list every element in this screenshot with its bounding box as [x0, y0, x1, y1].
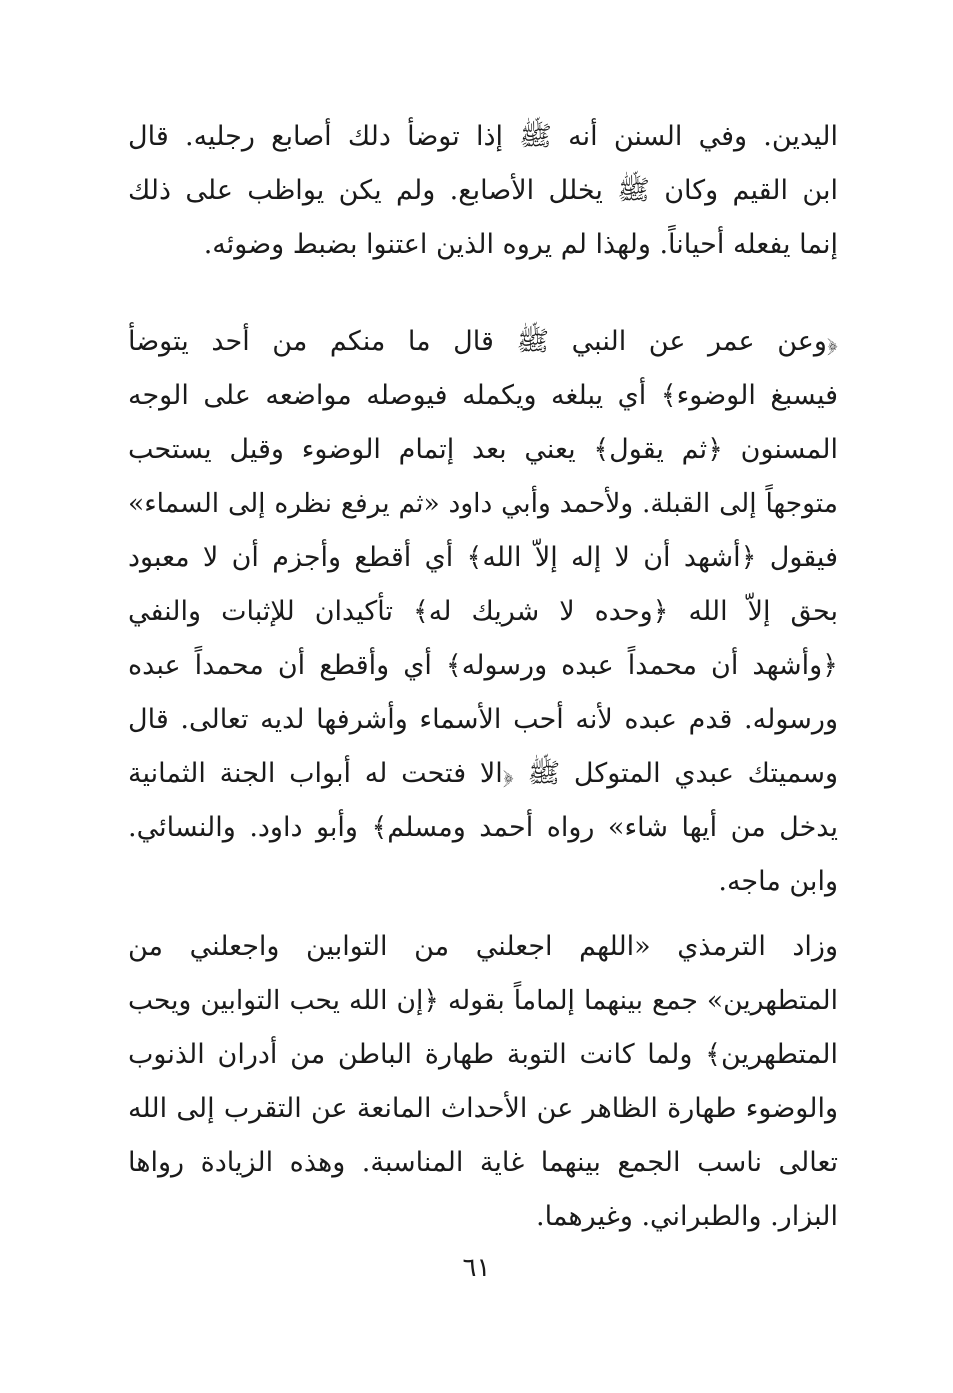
text-line: إنما يفعله أحياناً. ولهذا لم يروه الذين اعتنوا بضبط وضوئه.	[203, 229, 838, 260]
paragraph-2	[128, 315, 838, 909]
paragraph-3	[128, 920, 838, 1244]
text-line: المسنون ﴿ثم يقول﴾ يعني بعد إتمام الوضوء وقيل يستحب	[128, 434, 838, 465]
text-line: وسميتك عبدي المتوكل ﷺ ﴿الا فتحت له أبواب الجنة الثمانية	[128, 758, 838, 789]
text-line: بحق إلاّ الله ﴿وحده لا شريك له﴾ تأكيدان للإثبات والنفي	[128, 596, 838, 627]
text-line: يدخل من أيها شاء» رواه أحمد ومسلم﴾ وأبو داود. والنسائي.	[128, 812, 838, 843]
text-line: اليدين. وفي السنن أنه ﷺ إذا توضأ دلك أصابع رجليه. قال	[128, 121, 838, 152]
paragraph-1	[128, 110, 838, 272]
text-line: تعالى ناسب الجمع بينهما غاية المناسبة. وهذه الزيادة رواها	[128, 1147, 838, 1178]
text-line: فيسبغ الوضوء﴾ أي يبلغه ويكمله فيوصله مواضعه على الوجه	[128, 380, 838, 411]
text-line: ورسوله. قدم عبده لأنه أحب الأسماء وأشرفها لديه تعالى. قال	[128, 704, 838, 735]
text-line: المتطهرين» جمع بينهما إلماماً بقوله ﴿إن الله يحب التوابين ويحب	[128, 985, 838, 1016]
text-line: المتطهرين﴾ ولما كانت التوبة طهارة الباطن من أدران الذنوب	[128, 1039, 838, 1070]
text-line: وزاد الترمذي «اللهم اجعلني من التوابين واجعلني من	[128, 931, 838, 962]
text-line: ابن القيم وكان ﷺ يخلل الأصابع. ولم يكن يواظب على ذلك	[128, 175, 838, 206]
text-line: البزار. والطبراني. وغيرهما.	[536, 1201, 838, 1232]
text-line: فيقول ﴿أشهد أن لا إله إلاّ الله﴾ أي أقطع وأجزم أن لا معبود	[128, 542, 838, 573]
text-line: متوجهاً إلى القبلة. ولأحمد وأبي داود «ثم يرفع نظره إلى السماء»	[128, 488, 838, 519]
text-line: والوضوء طهارة الظاهر عن الأحداث المانعة عن التقرب إلى الله	[128, 1093, 838, 1124]
page-number: ٦١	[462, 1253, 491, 1283]
text-line: وابن ماجه.	[718, 866, 838, 897]
text-line: ﴿وأشهد أن محمداً عبده ورسوله﴾ أي وأقطع أن محمداً عبده	[128, 650, 838, 681]
text-line: ﴿وعن عمر عن النبي ﷺ قال ما منكم من أحد يتوضأ	[128, 326, 838, 357]
